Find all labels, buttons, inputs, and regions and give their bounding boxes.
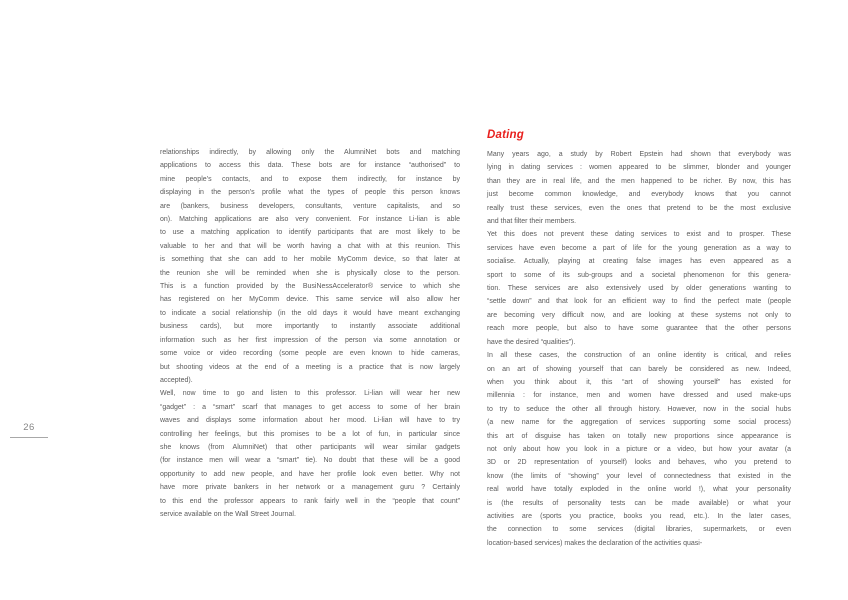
text-line: services have even become a part of life for the young generation as a way to xyxy=(487,244,791,252)
text-line: service available on the Wall Street Journal. xyxy=(160,510,296,518)
text-line: are (bankers, business developers, consultants, venture capitalists, and so xyxy=(160,202,460,210)
text-line: the connection to some services (digital libraries, supermarkets, or even xyxy=(487,526,791,534)
text-line: accepted). xyxy=(160,376,193,384)
text-line: some voice or video recording (some people are even known to hide cameras, xyxy=(160,350,460,358)
text-line: opportunity to add new people, and have her profile look even better. Why not xyxy=(160,470,460,478)
text-line: “settle down” and that look for an efficient way to find the perfect mate (people xyxy=(487,298,791,306)
text-line: relationships indirectly, by allowing only the AlumniNet bots and matching xyxy=(160,149,460,156)
paragraph xyxy=(487,349,791,550)
page-number: 26 xyxy=(23,422,35,433)
text-line: know (the limits of “showing” your level of connectedness that existed in the xyxy=(487,472,791,480)
text-line: socialise. Actually, playing at creating false images has even appeared as a xyxy=(487,258,791,266)
paragraph xyxy=(160,387,460,521)
text-line: has registered on her MyComm device. This same service will also allow her xyxy=(160,296,460,304)
left-text-column xyxy=(160,146,460,521)
text-line: is something that she can add to her mobile MyComm device, so that later at xyxy=(160,256,460,264)
text-line: This is a function provided by the BusiNessAccelerator® service to which she xyxy=(160,283,460,291)
text-line: tion. These services are also extensively used by older generations wanting to xyxy=(487,285,791,293)
text-line: sport to some of its sub-groups and a societal phenomenon for this genera- xyxy=(487,271,791,279)
text-line: real world have totally exploded in the online world !), what your personality xyxy=(487,486,791,494)
text-line: valuable to her and that will be worth having a chat with at this reunion. This xyxy=(160,242,460,250)
text-line: controlling her feelings, but this promises to be a lot of fun, in particular since xyxy=(160,430,460,438)
text-line: location-based services) makes the declaration of the activities quasi- xyxy=(487,539,703,547)
text-line: to try to seduce the other all through history. However, now in the social hubs xyxy=(487,405,791,413)
text-line: displaying in the person’s profile what the types of people this person knows xyxy=(160,189,460,197)
text-line: have the desired “qualities”). xyxy=(487,338,576,346)
text-line: when you think about it, this “art of showing yourself” has existed for xyxy=(487,378,791,386)
text-line: lying in dating services : women appeared to be slimmer, blonder and younger xyxy=(487,164,791,172)
text-line: “gadget” : a “smart” scarf that manages to get access to some of her brain xyxy=(160,403,460,411)
paragraph xyxy=(160,146,460,387)
text-line: not only about how you look in a picture or a video, but how your avatar (a xyxy=(487,445,791,453)
text-line: on an art of showing yourself that can barely be considered as new. Indeed, xyxy=(487,365,791,373)
text-line: applications to access this data. These bots are for instance “authorised” to xyxy=(160,162,460,170)
text-line: waves and displays some information about her mood. Li-lian will have to try xyxy=(160,417,460,425)
text-line: and that filter their members. xyxy=(487,218,577,226)
text-line: mine people’s contacts, and to expose them indirectly, for instance by xyxy=(160,175,460,183)
text-line: information such as her first impression of the person via some annotation or xyxy=(160,336,460,344)
paragraph xyxy=(487,148,791,228)
text-line: the reunion she will be reminded when she is physically close to the person. xyxy=(160,269,460,277)
text-line: (a new name for the aggregation of services supporting some social process) xyxy=(487,419,791,427)
text-line: 3D or 2D representation of yourself) looks and behaves, who you pretend to xyxy=(487,459,791,467)
text-line: this art of disguise has taken on totally new proportions since appearance is xyxy=(487,432,791,440)
text-line: (for instance men will wear a “smart” tie). No doubt that these will be a good xyxy=(160,457,460,465)
text-line: Yet this does not prevent these dating services to exist and to prosper. These xyxy=(487,231,791,239)
text-line: to use a matching application to identify participants that are most likely to be xyxy=(160,229,460,237)
text-line: than they are in real life, and the men happened to be richer. By now, this has xyxy=(487,177,791,185)
text-line: to this end the professor appears to rank fairly well in the “people that count” xyxy=(160,497,460,505)
paragraph xyxy=(487,228,791,349)
right-text-column xyxy=(487,129,791,550)
text-line: she knows (from AlumniNet) that other participants will wear similar gadgets xyxy=(160,443,460,451)
text-line: have more private bankers in her network or a management guru ? Certainly xyxy=(160,484,460,492)
text-line: Many years ago, a study by Robert Epstein had shown that everybody was xyxy=(487,151,791,158)
text-line: business cards), but more importantly to instantly associate additional xyxy=(160,323,460,331)
section-heading-dating: Dating xyxy=(487,129,524,141)
text-line: millennia : for instance, men and women have dressed and used make-ups xyxy=(487,392,791,400)
text-line: activities are (sports you practice, books you read, etc.). In the later cases, xyxy=(487,512,791,520)
text-line: are becoming very difficult now, and are looking at these systems not only to xyxy=(487,311,791,319)
text-line: just become common knowledge, and everybody knows that you cannot xyxy=(487,191,791,199)
text-line: but shooting videos at the end of a meeting is a practice that is now largely xyxy=(160,363,460,371)
right-column-body xyxy=(487,148,791,550)
text-line: is (the results of personality tests can be made available) or what your xyxy=(487,499,791,507)
text-line: reach more people, but also to have some guarantee that the other persons xyxy=(487,325,791,333)
text-line: to indicate a social relationship (in the old days it would have meant exchanging xyxy=(160,309,460,317)
text-line: really trust these services, even the ones that pretend to be the most exclusive xyxy=(487,204,791,212)
page-number-block xyxy=(10,422,48,438)
text-line: on). Matching applications are also very convenient. For instance Li-lian is able xyxy=(160,216,460,224)
text-line: In all these cases, the construction of an online identity is critical, and relies xyxy=(487,352,791,360)
text-line: Well, now time to go and listen to this professor. Li-lian will wear her new xyxy=(160,390,460,398)
